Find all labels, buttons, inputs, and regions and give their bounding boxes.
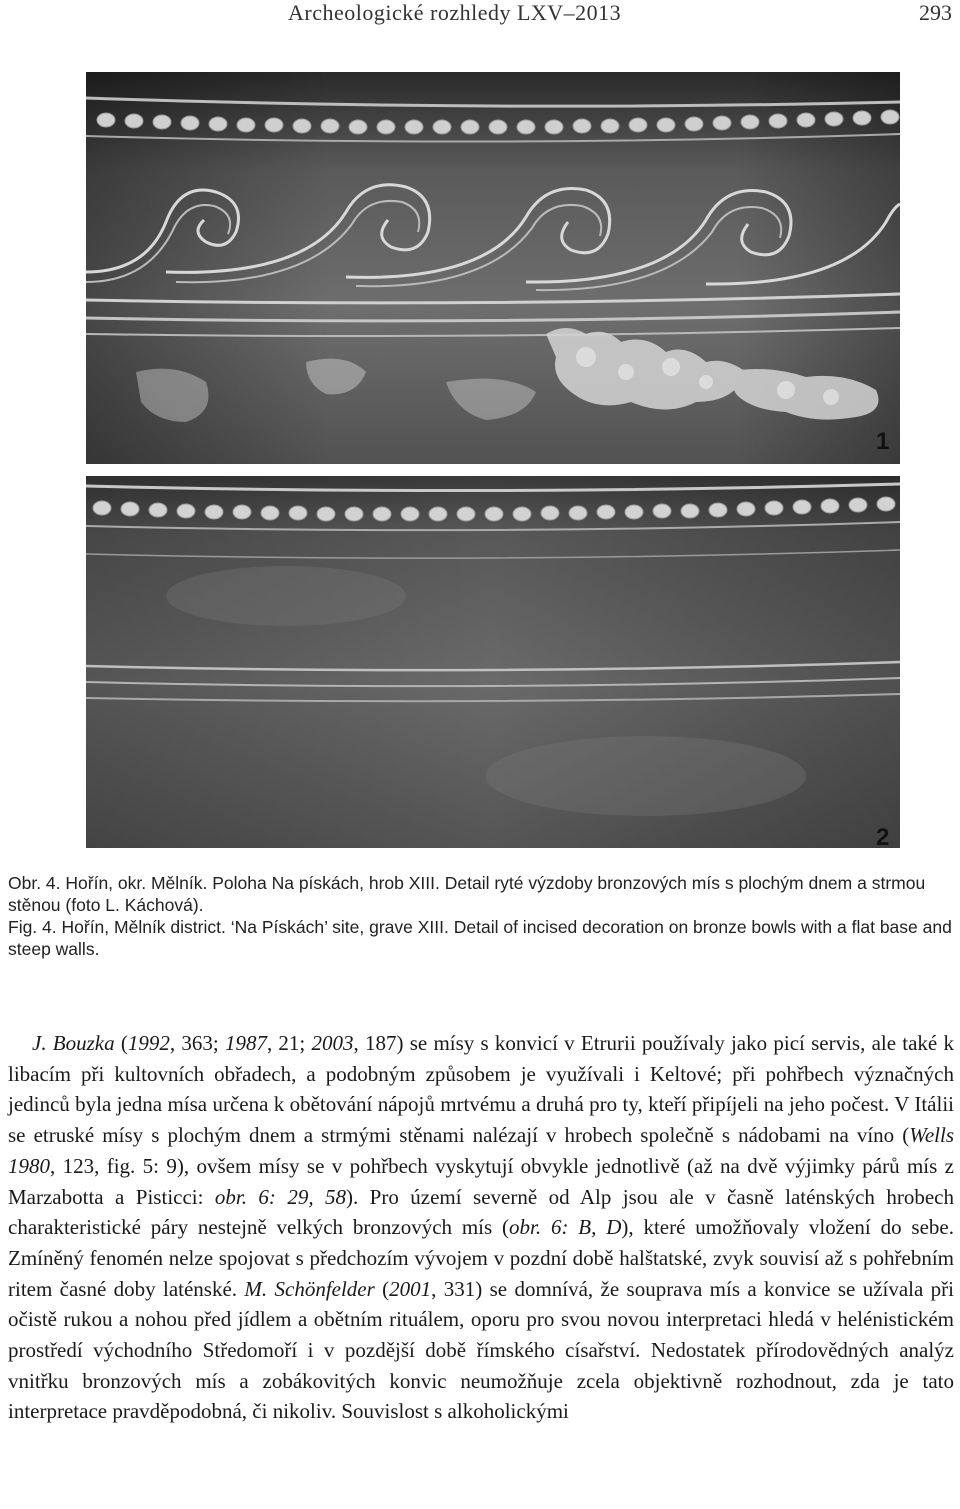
text-span: ), které umožňovaly vložení do sebe. Zmíněný fenomén nelze spojovat s předchozím vývojem v pozdní době halštatské, zvyk souvisí až s pohřebním ritem časné doby laténské. (8, 1215, 954, 1301)
text-span: ( (374, 1276, 390, 1301)
text-span: , 187) se mísy s konvicí v Etrurii používaly jako picí servis, ale také k libacím při kultovních obřadech, a podobným způsobem je využívali i Keltové; při pohřbech význačných jedinců byla jedna mísa určena k obětování nápojů mrtvému a druhá pro ty, kteří připíjeli na jeho počest. V Itálii se etruské mísy s plochým dnem a strmými stěnami nalézají v hrobech společně s nádobami na víno ( (8, 1031, 954, 1148)
page-number: 293 (919, 0, 952, 25)
figure-plate (86, 72, 900, 851)
body-paragraph (8, 1028, 954, 1427)
author-ref: M. Schönfelder (244, 1276, 375, 1301)
photo-bowl-spiral-decoration (86, 72, 900, 464)
photo-bowl-incised-bands (86, 476, 900, 848)
journal-title: Archeologické rozhledy LXV–2013 (288, 0, 622, 25)
figure-panel-1-label: 1 (876, 428, 890, 455)
year-ref: 1992 (127, 1031, 170, 1055)
paragraph (8, 1028, 954, 1427)
caption-czech: Obr. 4. Hořín, okr. Mělník. Poloha Na pískách, hrob XIII. Detail ryté výzdoby bronzových mís s plochým dnem a strmou stěnou (foto L. Káchová). (8, 873, 926, 915)
figure-ref: obr. 6: 29, 58 (214, 1184, 347, 1209)
text-span: , 123, fig. 5: 9), ovšem mísy se v pohřbech vyskytují obvykle jednotlivě (až na dvě výjimky párů mís z Marzabotta a Pisticci: (8, 1153, 954, 1209)
figure-panel-2-label: 2 (876, 824, 890, 851)
figure-caption (8, 872, 958, 960)
text-span: , 331) se domnívá, že souprava mís a konvice se užívala při očistě rukou a nohou před jídlem a obětním rituálem, oporu pro svou novou interpretaci hledá v helénistickém prostředí východního Středomoří i v pozdější době římského císařství. Nedostatek přírodovědných analýz vnitřku bronzových mís a zobákovitých konvic neumožňuje zcela objektivně rozhodnout, zda je tato interpretace pravděpodobná, či nikoliv. Souvislost s alkoholickými (8, 1276, 955, 1424)
author-ref: J. Bouzka (32, 1031, 115, 1055)
figure-ref: obr. 6: B, D (509, 1215, 622, 1240)
caption-english: Fig. 4. Hořín, Mělník district. ‘Na Pískách’ site, grave XIII. Detail of incised decoration on bronze bowls with a flat base and steep walls. (8, 917, 952, 959)
running-head (0, 0, 960, 30)
text-span: ). Pro území severně od Alp jsou ale v časně laténských hrobech charakteristické páry nestejně velkých bronzových mís ( (8, 1184, 954, 1240)
year-ref: 1987 (224, 1031, 267, 1055)
text-span: ( (114, 1031, 128, 1055)
year-ref: 2003 (311, 1031, 354, 1055)
year-ref: 2001 (389, 1276, 432, 1301)
text-span: , 363; (169, 1031, 225, 1055)
citation-ref: Wells 1980 (8, 1123, 954, 1178)
text-span: , 21; (266, 1031, 312, 1055)
